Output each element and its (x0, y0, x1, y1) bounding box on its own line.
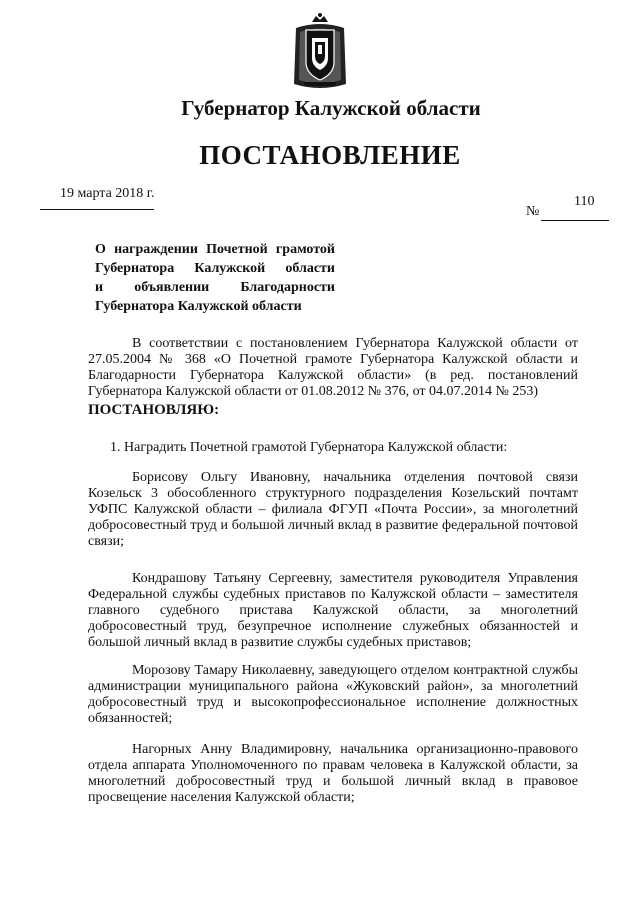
subject-line: О награждении Почетной грамотой (95, 242, 335, 257)
date-underline (40, 209, 154, 210)
awardee-paragraph: Нагорных Анну Владимировну, начальника организационно-правового отдела аппарата Уполномоченного по правам человека в Калужской области, за многолетний добросовестный труд и большой личный вклад в правовое просвещение населения Калужской области; (88, 742, 578, 805)
clause-1-heading: 1. Наградить Почетной грамотой Губернатора Калужской области: (110, 440, 508, 455)
document-subject (95, 240, 335, 316)
preamble-paragraph: В соответствии с постановлением Губернатора Калужской области от 27.05.2004 № 368 «О Почетной грамоте Губернатора Калужской области и Благодарности Губернатора Калужской области» (в ред. постановлений Губернатора Калужской области от 01.08.2012 № 376, от 04.07.2014 № 253) (88, 336, 578, 399)
number-underline (541, 220, 609, 221)
document-number: 110 (574, 194, 595, 209)
coat-of-arms-icon (290, 12, 350, 92)
issuing-authority: Губернатор Калужской области (181, 96, 481, 120)
subject-line: Губернатора Калужской области (95, 261, 335, 276)
subject-line: и объявлении Благодарности (95, 280, 335, 295)
awardee-paragraph: Кондрашову Татьяну Сергеевну, заместителя руководителя Управления Федеральной службы судебных приставов по Калужской области – заместителя главного судебного пристава Калужской области, за многолетний добросовестный труд, безупречное исполнение служебных обязанностей и большой личный вклад в развитие службы судебных приставов; (88, 571, 578, 650)
decree-word: ПОСТАНОВЛЯЮ: (88, 402, 220, 418)
awardee-paragraph: Морозову Тамару Николаевну, заведующего отделом контрактной службы администрации муниципального района «Жуковский район», за многолетний добросовестный труд и высокопрофессиональное исполнение должностных обязанностей; (88, 663, 578, 726)
subject-line: Губернатора Калужской области (95, 299, 302, 314)
number-sign: № (526, 204, 540, 219)
document-date: 19 марта 2018 г. (60, 186, 155, 201)
document-type-title: ПОСТАНОВЛЕНИЕ (199, 140, 461, 170)
awardee-paragraph: Борисову Ольгу Ивановну, начальника отделения почтовой связи Козельск 3 обособленного структурного подразделения Козельский почтамт УФПС Калужской области – филиала ФГУП «Почта России», за многолетний добросовестный труд и большой личный вклад в развитие федеральной почтовой связи; (88, 470, 578, 549)
